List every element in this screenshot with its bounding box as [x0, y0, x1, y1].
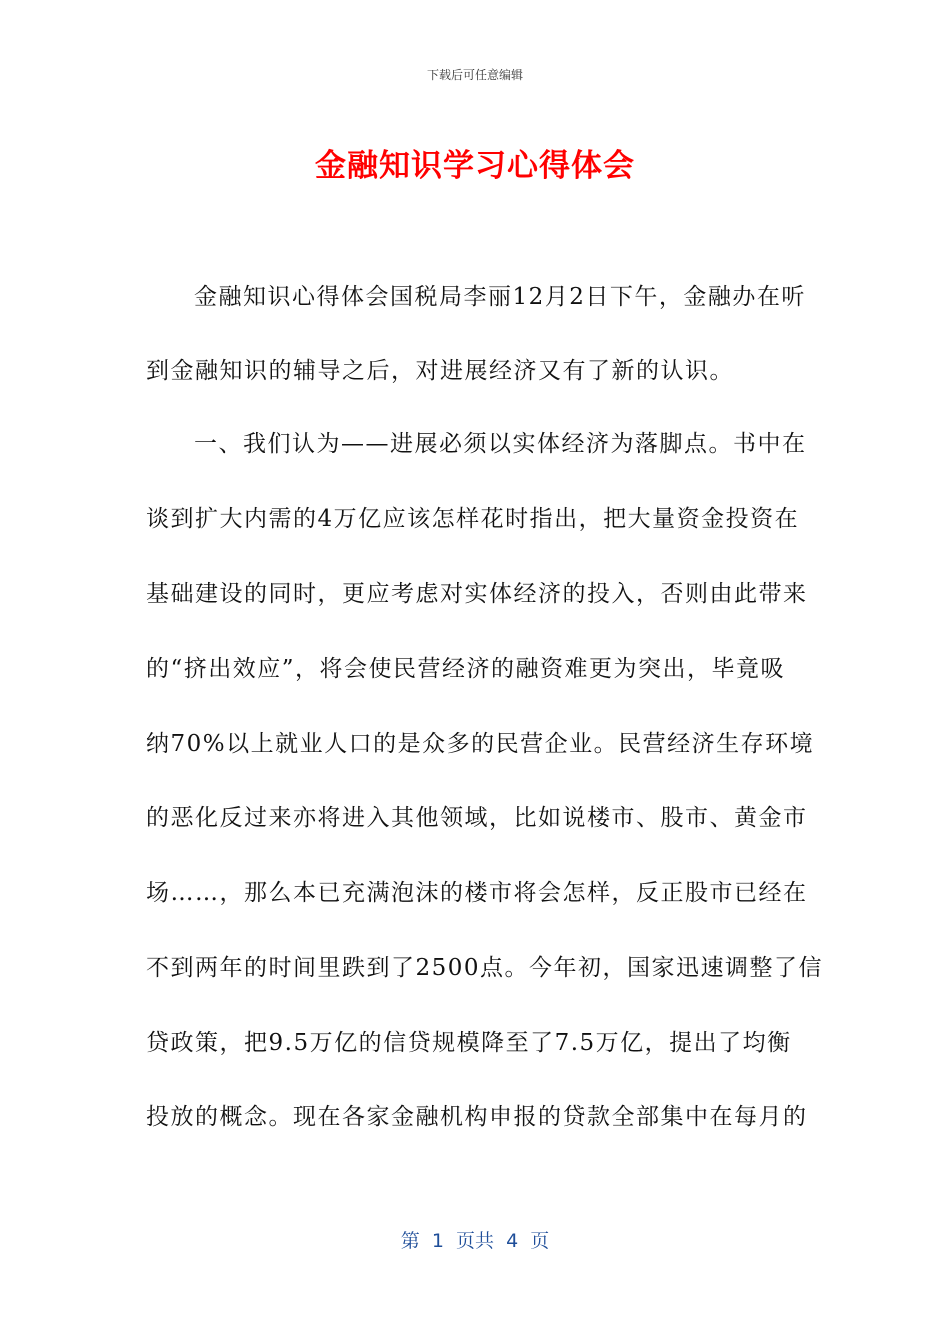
body-line: 到金融知识的辅导之后，对进展经济又有了新的认识。: [146, 358, 734, 384]
header-note: 下载后可任意编辑: [426, 68, 523, 82]
body-line: 贷政策，把9.5万亿的信贷规模降至了7.5万亿，提出了均衡: [146, 1030, 792, 1056]
body-line: 投放的概念。现在各家金融机构申报的贷款全部集中在每月的: [146, 1104, 808, 1130]
body-line: 谈到扩大内需的4万亿应该怎样花时指出，把大量资金投资在: [146, 506, 800, 532]
body-line: 纳70%以上就业人口的是众多的民营企业。民营经济生存环境: [146, 731, 815, 757]
body-line: 的恶化反过来亦将进入其他领域，比如说楼市、股市、黄金市: [146, 805, 808, 831]
body-line: 场……，那么本已充满泡沫的楼市将会怎样，反正股市已经在: [146, 880, 808, 906]
body-line: 的“挤出效应”，将会使民营经济的融资难更为突出，毕竟吸: [146, 656, 786, 682]
body-line: 金融知识心得体会国税局李丽12月2日下午，金融办在听: [194, 284, 806, 310]
body-line: 基础建设的同时，更应考虑对实体经济的投入，否则由此带来: [146, 581, 808, 607]
body-line: 不到两年的时间里跌到了2500点。今年初，国家迅速调整了信: [146, 955, 824, 981]
document-title: 金融知识学习心得体会: [315, 148, 635, 184]
body-line: 一、我们认为——进展必须以实体经济为落脚点。书中在: [194, 431, 807, 457]
page-number-footer: 第 1 页共 4 页: [400, 1230, 550, 1252]
